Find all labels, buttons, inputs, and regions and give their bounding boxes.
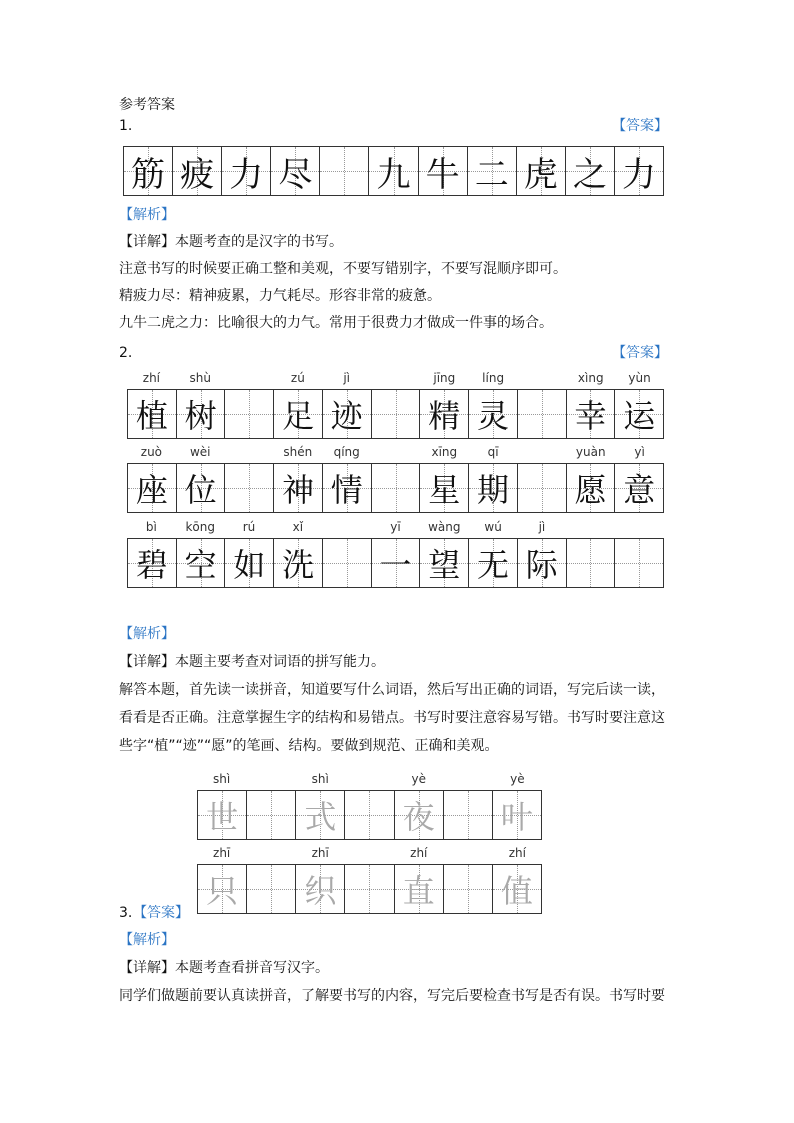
grid-character: 空 [184, 546, 217, 584]
grid-character: 期 [477, 471, 510, 509]
grid-character: 位 [184, 471, 217, 509]
pinyin-label: qī [487, 445, 499, 459]
grid-character: 一 [379, 546, 412, 584]
grid-character: 力 [229, 154, 264, 195]
grid-character: 织 [304, 872, 337, 910]
grid-cell [296, 791, 345, 839]
grid-cell [323, 464, 372, 512]
grid-cell [469, 539, 518, 587]
q3-detail-line: 同学们做题前要认真读拼音，了解要书写的内容，写完后要检查书写是否有误。书写时要 [119, 988, 665, 1004]
grid-cell [124, 147, 173, 195]
grid-cell [128, 539, 177, 587]
character-grid [197, 790, 542, 840]
grid-cell [274, 464, 323, 512]
pinyin-label: yè [411, 772, 427, 786]
grid-cell [518, 390, 567, 438]
grid-character: 迹 [330, 397, 363, 435]
pinyin-label: yuàn [575, 445, 606, 459]
grid-cell [372, 390, 421, 438]
pinyin-label: jì [538, 520, 546, 534]
grid-cell [225, 390, 274, 438]
grid-cell [493, 791, 542, 839]
character-grid [127, 538, 664, 588]
grid-cell [395, 865, 444, 913]
q2-analysis-label: 【解析】 [119, 626, 175, 642]
grid-cell [345, 865, 394, 913]
pinyin-label: zuò [140, 445, 163, 459]
grid-character: 夜 [402, 798, 435, 836]
grid-cell [567, 464, 616, 512]
grid-character: 望 [428, 546, 461, 584]
q3-analysis-label: 【解析】 [119, 932, 175, 948]
grid-cell [420, 390, 469, 438]
grid-character: 虎 [523, 154, 558, 195]
pinyin-label: shén [283, 445, 313, 459]
pinyin-label: shì [213, 772, 231, 786]
grid-character: 座 [135, 471, 168, 509]
grid-cell [173, 147, 222, 195]
pinyin-label: jì [343, 371, 350, 385]
grid-cell [320, 147, 369, 195]
grid-character: 树 [184, 397, 217, 435]
grid-character: 愿 [574, 471, 607, 509]
grid-character: 只 [206, 872, 239, 910]
grid-character: 植 [135, 397, 168, 435]
pinyin-label: zhí [142, 371, 161, 385]
pinyin-label: yì [634, 445, 645, 459]
grid-character: 情 [330, 471, 363, 509]
grid-character: 筋 [131, 154, 166, 195]
q2-detail-line: 些字“植”“迹”“愿”的笔画、结构。要做到规范、正确和美观。 [119, 738, 499, 754]
grid-cell [177, 390, 226, 438]
page-heading: 参考答案 [119, 97, 175, 113]
q2-number: 2. [119, 345, 133, 361]
pinyin-label: zhí [508, 846, 526, 860]
q2-detail-line: 看看是否正确。注意掌握生字的结构和易错点。书写时要注意容易写错。书写时要注意这 [119, 710, 665, 726]
pinyin-label: shì [311, 772, 329, 786]
pinyin-label: jīng [433, 371, 456, 385]
grid-cell [177, 464, 226, 512]
grid-cell [225, 539, 274, 587]
grid-character: 式 [304, 798, 337, 836]
grid-cell [444, 791, 493, 839]
grid-cell [323, 539, 372, 587]
pinyin-label: zhī [213, 846, 231, 860]
grid-cell [420, 464, 469, 512]
grid-cell [493, 865, 542, 913]
grid-character: 足 [282, 397, 315, 435]
q3-answer-label: 【答案】 [133, 905, 189, 921]
q2-detail-line: 【详解】本题主要考查对词语的拼写能力。 [119, 654, 385, 670]
pinyin-label: kōng [185, 520, 215, 534]
grid-cell [395, 791, 444, 839]
pinyin-label: wú [484, 520, 502, 534]
grid-character: 洗 [282, 546, 315, 584]
q1-detail-line: 【详解】本题考查的是汉字的书写。 [119, 234, 343, 250]
grid-cell [323, 390, 372, 438]
grid-character: 尽 [278, 154, 313, 195]
grid-cell [198, 791, 247, 839]
q3-number: 3. [119, 905, 133, 921]
grid-cell [566, 147, 615, 195]
grid-cell [444, 865, 493, 913]
pinyin-label: bì [145, 520, 157, 534]
grid-cell [128, 464, 177, 512]
q1-number: 1. [119, 118, 133, 134]
pinyin-label: rú [242, 520, 256, 534]
grid-cell [198, 865, 247, 913]
grid-character: 值 [500, 872, 533, 910]
pinyin-label: yùn [628, 371, 651, 385]
grid-cell [247, 791, 296, 839]
grid-character: 力 [621, 154, 656, 195]
character-grid [197, 864, 542, 914]
grid-character: 无 [477, 546, 510, 584]
grid-cell [517, 147, 566, 195]
grid-character: 叶 [500, 798, 533, 836]
grid-cell [469, 464, 518, 512]
pinyin-label: xīng [431, 445, 458, 459]
grid-character: 如 [233, 546, 266, 584]
grid-character: 灵 [477, 397, 510, 435]
grid-character: 碧 [135, 546, 168, 584]
q3-detail-line: 【详解】本题考查看拼音写汉字。 [119, 960, 329, 976]
grid-cell [222, 147, 271, 195]
grid-cell [615, 390, 664, 438]
grid-cell [128, 390, 177, 438]
grid-cell [469, 390, 518, 438]
grid-character: 际 [525, 546, 558, 584]
grid-cell [468, 147, 517, 195]
pinyin-label: shù [189, 371, 211, 385]
pinyin-label: zhī [311, 846, 329, 860]
q1-detail-line: 注意书写的时候要正确工整和美观，不要写错别字，不要写混顺序即可。 [119, 261, 567, 277]
character-grid [127, 463, 664, 513]
grid-cell [420, 539, 469, 587]
grid-cell [615, 147, 664, 195]
grid-cell [296, 865, 345, 913]
grid-character: 世 [206, 798, 239, 836]
grid-cell [345, 791, 394, 839]
grid-cell [369, 147, 418, 195]
grid-cell [372, 539, 421, 587]
grid-character: 之 [572, 154, 607, 195]
grid-cell [247, 865, 296, 913]
grid-character: 直 [402, 872, 435, 910]
pinyin-label: zú [290, 371, 305, 385]
q1-detail-line: 九牛二虎之力：比喻很大的力气。常用于很费力才做成一件事的场合。 [119, 315, 553, 331]
pinyin-label: zhí [410, 846, 428, 860]
pinyin-label: yè [510, 772, 525, 786]
grid-cell [225, 464, 274, 512]
pinyin-label: wàng [428, 520, 461, 534]
pinyin-label: líng [482, 371, 505, 385]
grid-character: 疲 [180, 154, 215, 195]
grid-character: 星 [428, 471, 461, 509]
grid-character: 九 [376, 154, 411, 195]
grid-character: 二 [474, 154, 509, 195]
q1-detail-line: 精疲力尽：精神疲累，力气耗尽。形容非常的疲惫。 [119, 288, 441, 304]
q1-answer-grid [123, 146, 664, 196]
q2-answer-label: 【答案】 [612, 345, 668, 361]
q1-answer-label: 【答案】 [612, 118, 668, 134]
character-grid [127, 389, 664, 439]
grid-character: 运 [623, 397, 656, 435]
grid-cell [518, 464, 567, 512]
grid-cell [615, 539, 664, 587]
pinyin-label: xǐ [292, 520, 304, 534]
grid-cell [518, 539, 567, 587]
grid-character: 神 [282, 471, 315, 509]
grid-cell [274, 539, 323, 587]
pinyin-label: wèi [189, 445, 211, 459]
grid-character: 意 [623, 471, 656, 509]
grid-character: 精 [428, 397, 461, 435]
grid-cell [271, 147, 320, 195]
grid-cell [419, 147, 468, 195]
pinyin-label: xìng [577, 371, 604, 385]
grid-character: 幸 [574, 397, 607, 435]
grid-cell [177, 539, 226, 587]
q2-detail-line: 解答本题，首先读一读拼音，知道要写什么词语，然后写出正确的词语，写完后读一读， [119, 682, 665, 698]
grid-cell [567, 390, 616, 438]
grid-cell [372, 464, 421, 512]
grid-character: 牛 [425, 154, 460, 195]
pinyin-label: qíng [333, 445, 360, 459]
grid-cell [615, 464, 664, 512]
q1-analysis-label: 【解析】 [119, 207, 175, 223]
grid-cell [567, 539, 616, 587]
pinyin-label: yī [390, 520, 401, 534]
grid-cell [274, 390, 323, 438]
